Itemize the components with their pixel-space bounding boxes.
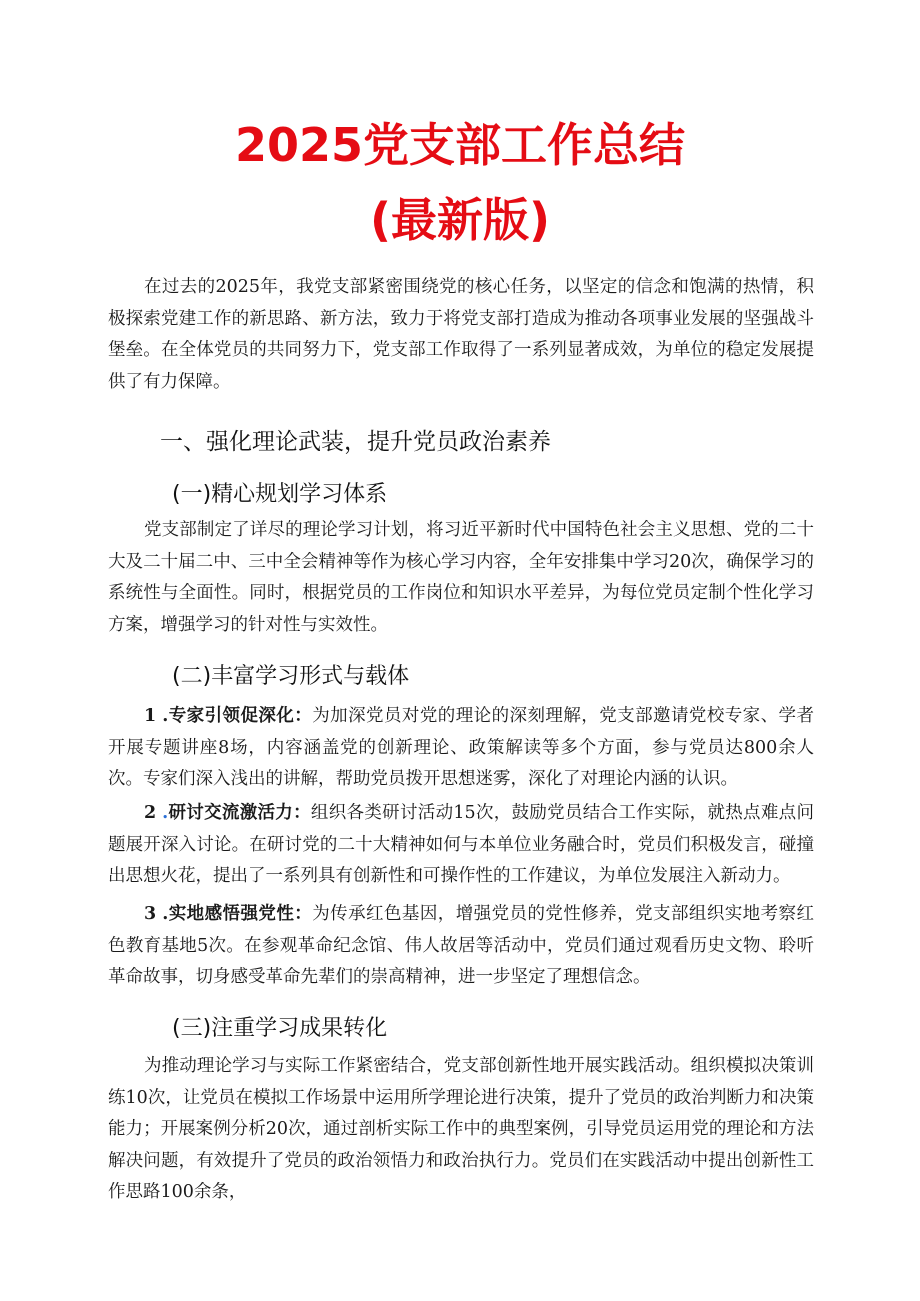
list-item <box>108 899 814 994</box>
list-item-dot: . <box>162 904 169 924</box>
subsection-3-body: 为推动理论学习与实际工作紧密结合，党支部创新性地开展实践活动。组织模拟决策训练10次，让党员在模拟工作场景中运用所学理论进行决策，提升了党员的政治判断力和决策能力；开展案例分析20次，通过剖析实际工作中的典型案例，引导党员运用党的理论和方法解决问题，有效提升了党员的政治领悟力和政治执行力。党员们在实践活动中提出创新性工作思路100余条， <box>108 1056 814 1202</box>
list-item-lead: 实地感悟强党性： <box>168 904 313 924</box>
list-item-number: 3 <box>144 904 157 924</box>
subsection-heading-3: (三)注重学习成果转化 <box>172 1016 388 1041</box>
document-title: 2025党支部工作总结 <box>234 118 686 172</box>
list-item-body: 为加深党员对党的理论的深刻理解，党支部邀请党校专家、学者开展专题讲座8场，内容涵盖党的创新理论、政策解读等多个方面，参与党员达800余人次。专家们深入浅出的讲解，帮助党员拨开思想迷雾，深化了对理论内涵的认识。 <box>108 706 814 789</box>
list-item-lead: 专家引领促深化： <box>168 706 313 726</box>
list-item <box>108 798 814 893</box>
list-item-number: 2 <box>144 803 157 823</box>
intro-paragraph: 在过去的2025年，我党支部紧密围绕党的核心任务，以坚定的信念和饱满的热情，积极探索党建工作的新思路、新方法，致力于将党支部打造成为推动各项事业发展的坚强战斗堡垒。在全体党员的共同努力下，党支部工作取得了一系列显著成效，为单位的稳定发展提供了有力保障。 <box>108 277 814 392</box>
subsection-1-body: 党支部制定了详尽的理论学习计划，将习近平新时代中国特色社会主义思想、党的二十大及二十届二中、三中全会精神等作为核心学习内容，全年安排集中学习20次，确保学习的系统性与全面性。同时，根据党员的工作岗位和知识水平差异，为每位党员定制个性化学习方案，增强学习的针对性与实效性。 <box>108 520 814 635</box>
list-item-dot: . <box>162 803 169 823</box>
list-item-body: 为传承红色基因，增强党员的党性修养，党支部组织实地考察红色教育基地5次。在参观革命纪念馆、伟人故居等活动中，党员们通过观看历史文物、聆听革命故事，切身感受革命先辈们的崇高精神，进一步坚定了理想信念。 <box>108 904 814 987</box>
document-subtitle: (最新版) <box>369 193 551 247</box>
subsection-heading-2: (二)丰富学习形式与载体 <box>172 664 410 689</box>
section-heading: 一、强化理论武装，提升党员政治素养 <box>160 429 551 455</box>
list-item-dot: . <box>162 706 169 726</box>
list-item-lead: 研讨交流激活力： <box>168 803 311 823</box>
subsection-heading-1: (一)精心规划学习体系 <box>172 482 388 507</box>
list-item <box>108 701 814 796</box>
list-item-number: 1 <box>144 706 157 726</box>
list-item-body: 组织各类研讨活动15次，鼓励党员结合工作实际，就热点难点问题展开深入讨论。在研讨党的二十大精神如何与本单位业务融合时，党员们积极发言，碰撞出思想火花，提出了一系列具有创新性和可操作性的工作建议，为单位发展注入新动力。 <box>108 803 814 886</box>
